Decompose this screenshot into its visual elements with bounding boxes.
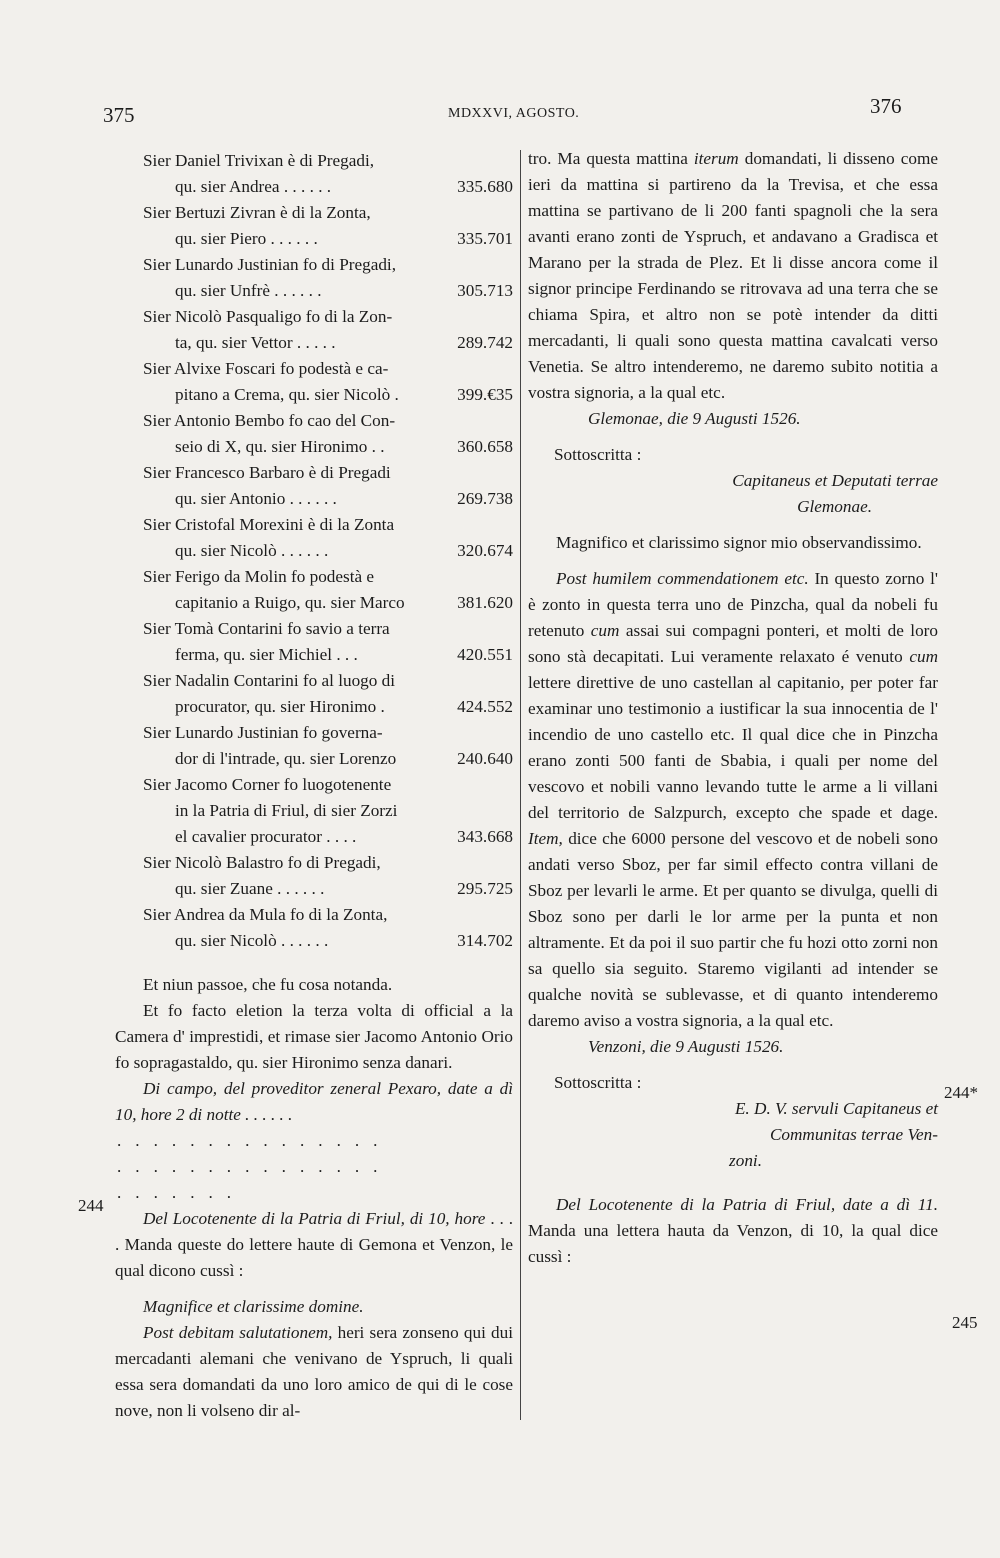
- iterum-word: iterum: [693, 149, 739, 168]
- entry-name-line: Sier Nicolò Pasqualigo fo di la Zon-: [143, 307, 393, 326]
- vote-entry: [115, 564, 513, 616]
- entry-name-line: Sier Alvixe Foscari fo podestà e ca-: [143, 359, 389, 378]
- sottoscritta-1: Sottoscritta :: [554, 445, 642, 464]
- entry-detail-line: [115, 538, 513, 564]
- left-column: [115, 148, 513, 1424]
- entry-detail-line: [115, 590, 513, 616]
- entry-detail-line: [115, 382, 513, 408]
- vote-entry: [115, 668, 513, 720]
- entry-detail-line: [115, 642, 513, 668]
- entry-detail-text: qu. sier Andrea . . . . . .: [175, 177, 332, 196]
- entry-vote-count: 343.668: [457, 827, 513, 846]
- entry-name-line-2: [115, 798, 513, 824]
- vote-entry: [115, 252, 513, 304]
- vote-entry: [115, 720, 513, 772]
- paragraph-niun: Et niun passoe, che fu cosa notanda.: [143, 975, 393, 994]
- entry-vote-count: 335.680: [457, 177, 513, 196]
- page-number-right: 376: [870, 94, 902, 118]
- entry-detail-line: [115, 226, 513, 252]
- date-venzoni: Venzoni, die 9 Augusti 1526.: [588, 1037, 784, 1056]
- entry-name-line: Sier Bertuzi Zivran è di la Zonta,: [143, 203, 371, 222]
- paragraph-locotenente: [115, 1206, 513, 1284]
- entry-name-line: Sier Cristofal Morexini è di la Zonta: [143, 515, 395, 534]
- entry-detail-text: qu. sier Zuane . . . . . .: [175, 879, 325, 898]
- entry-detail-line: [115, 876, 513, 902]
- signature-2b: Communitas terrae Ven-: [769, 1125, 938, 1144]
- entry-name-line: Sier Ferigo da Molin fo podestà e: [143, 567, 375, 586]
- entry-vote-count: 240.640: [457, 749, 513, 768]
- entry-vote-count: 360.658: [457, 437, 513, 456]
- entry-detail-line: [115, 486, 513, 512]
- entry-vote-count: 269.738: [457, 489, 513, 508]
- continuation-text-a: tro. Ma questa mattina: [528, 149, 694, 168]
- entry-vote-count: 314.702: [457, 931, 513, 950]
- post-humilem-text-a: In questo zorno l' è zonto in questa terra uno de Pinzcha, qual da nobeli fu retenuto: [528, 569, 938, 640]
- vote-entry: [115, 148, 513, 200]
- entry-detail-text: pitano a Crema, qu. sier Nicolò .: [175, 385, 399, 404]
- continuation-text-b: domandati, li disseno come ieri da mattina si partireno da la Trevisa, et che essa mattina se partivano de li 200 fanti spagnoli che la sera avanti erano zonti de Yspruch, et andavano a Gradisca et Marano per la strada de Plez. Et li disse ancora come il signor principe Ferdinando se ritrovava ad una terra che se chiama Spira, et altro non se potè intender da ditti mercadanti, li quali sono questa mattina cavalcati verso Venetia. Se altro intenderemo, ne daremo subito notitia a vostra signoria, a la qual etc.: [528, 149, 938, 402]
- date-glemonae: Glemonae, die 9 Augusti 1526.: [588, 409, 801, 428]
- entry-detail-text: qu. sier Nicolò . . . . . .: [175, 541, 329, 560]
- paragraph-campo: Di campo, del proveditor zeneral Pexaro, date a dì 10, hore 2 di notte . . . . . .: [115, 1079, 513, 1124]
- ellipsis-line-1: ...............: [117, 1131, 392, 1150]
- entry-vote-count: 424.552: [457, 697, 513, 716]
- entry-vote-count: 305.713: [457, 281, 513, 300]
- post-humilem-text-b: assai sui compagni ponteri, et molti de loro sono stà decapitati. Lui veramente relaxato é venuto: [528, 621, 938, 666]
- salutation-heading: Magnifice et clarissime domine.: [143, 1297, 364, 1316]
- locotenente-heading: Del Locotenente di la Patria di Friul, di 10, hore: [143, 1209, 486, 1228]
- post-humilem-text-c: lettere direttive de uno castellan al capitanio, per poter far examinar uno testimonio a iustificar la sua innocentia de l' incendio de uno castello etc. Il qual dice che in Pinzcha erano zonti 500 fanti de Sbabia, i quali per nome del vescovo et nobili vanno levando tutte le arme a li villani del territorio de Salzpurch, excepto che spade et dage.: [528, 673, 938, 822]
- vote-entry: [115, 616, 513, 668]
- entry-detail-text: dor di l'intrade, qu. sier Lorenzo: [175, 749, 397, 768]
- page-number-left: 375: [103, 103, 135, 127]
- entry-vote-count: 320.674: [457, 541, 513, 560]
- locotenente-text: . . . . Manda queste do lettere haute di Gemona et Venzon, le qual dicono cussì :: [115, 1209, 514, 1280]
- entry-name-line: Sier Antonio Bembo fo cao del Con-: [143, 411, 396, 430]
- cum-word-2: cum: [909, 647, 938, 666]
- entry-name-line: Sier Daniel Trivixan è di Pregadi,: [143, 151, 375, 170]
- entry-name-line: Sier Tomà Contarini fo savio a terra: [143, 619, 390, 638]
- entry-detail-line: [115, 694, 513, 720]
- post-debitam-heading: Post debitam salutationem,: [143, 1323, 333, 1342]
- entry-detail-line: [115, 278, 513, 304]
- entry-detail-text: capitanio a Ruigo, qu. sier Marco: [175, 593, 405, 612]
- signature-1b: Glemonae.: [797, 497, 872, 516]
- salutation-magnifico: Magnifico et clarissimo signor mio observandissimo.: [556, 533, 922, 552]
- running-title: MDXXVI, AGOSTO.: [448, 106, 580, 121]
- entry-detail-text: qu. sier Antonio . . . . . .: [175, 489, 337, 508]
- entry-detail-line: [115, 434, 513, 460]
- item-word: Item,: [528, 829, 563, 848]
- entry-detail-line: [115, 746, 513, 772]
- margin-note-right-1: 244*: [944, 1083, 978, 1102]
- entry-vote-count: 289.742: [457, 333, 513, 352]
- ellipsis-line-3: .......: [117, 1183, 246, 1202]
- locotenente-11-text: Manda una lettera hauta da Venzon, di 10, la qual dice cussì :: [528, 1221, 938, 1266]
- entry-detail-line: [115, 928, 513, 954]
- vote-entry: [115, 902, 513, 954]
- vote-entry: [115, 772, 513, 850]
- entry-vote-count: 295.725: [457, 879, 513, 898]
- vote-entry: [115, 304, 513, 356]
- entry-detail-line: [115, 824, 513, 850]
- entry-vote-count: 420.551: [457, 645, 513, 664]
- entry-name-line-2-text: in la Patria di Friul, di sier Zorzi: [175, 801, 398, 820]
- entry-name-line: Sier Andrea da Mula fo di la Zonta,: [143, 905, 388, 924]
- entry-detail-text: seio di X, qu. sier Hironimo . .: [175, 437, 385, 456]
- vote-entry: [115, 512, 513, 564]
- paragraph-eletion: Et fo facto eletion la terza volta di official a la Camera d' imprestidi, et rimase sier Jacomo Antonio Orio fo sopragastaldo, qu. sier Hironimo senza danari.: [115, 1001, 513, 1072]
- entry-vote-count: 381.620: [457, 593, 513, 612]
- margin-note-right-2: 245: [952, 1313, 978, 1332]
- entry-name-line: Sier Jacomo Corner fo luogotenente: [143, 775, 392, 794]
- entry-name-line: Sier Francesco Barbaro è di Pregadi: [143, 463, 391, 482]
- signature-2a: E. D. V. servuli Capitaneus et: [734, 1099, 938, 1118]
- entry-vote-count: 335.701: [457, 229, 513, 248]
- entry-detail-text: el cavalier procurator . . . .: [175, 827, 357, 846]
- right-column: [528, 146, 938, 1270]
- post-humilem-text-d: dice che 6000 persone del vescovo et de nobeli sono andati verso Sboz, per far simil effecto contra villani de Sboz per levarli le arme. Et per quanto se divulga, quelli di Sboz sono per darli le lor arme per la punta et non altramente. Et da poi il suo partir che fu hozi otto zorni non sa quello sia seguito. Staremo vigilanti ad intender se qualche novità se sublevasse, et di quanto intenderemo daremo aviso a vostra signoria, a la qual etc.: [528, 829, 938, 1030]
- vote-entry: [115, 356, 513, 408]
- entry-detail-line: [115, 330, 513, 356]
- vote-entry: [115, 850, 513, 902]
- sottoscritta-2: Sottoscritta :: [554, 1073, 642, 1092]
- locotenente-11-heading: Del Locotenente di la Patria di Friul, date a dì 11.: [556, 1195, 938, 1214]
- vote-list: [115, 148, 513, 954]
- signature-2c: zoni.: [729, 1151, 762, 1170]
- entry-detail-text: ta, qu. sier Vettor . . . . .: [175, 333, 336, 352]
- entry-detail-line: [115, 174, 513, 200]
- post-humilem-heading: Post humilem commendationem etc.: [556, 569, 809, 588]
- entry-detail-text: qu. sier Unfrè . . . . . .: [175, 281, 322, 300]
- entry-detail-text: procurator, qu. sier Hironimo .: [175, 697, 385, 716]
- ellipsis-line-2: ...............: [117, 1157, 392, 1176]
- paragraph-continuation: [528, 146, 938, 406]
- entry-name-line: Sier Nadalin Contarini fo al luogo di: [143, 671, 396, 690]
- vote-entry: [115, 460, 513, 512]
- margin-note-left: 244: [78, 1196, 104, 1215]
- cum-word-1: cum: [590, 621, 620, 640]
- entry-detail-text: ferma, qu. sier Michiel . . .: [175, 645, 358, 664]
- paragraph-post-debitam: [115, 1320, 513, 1424]
- entry-name-line: Sier Lunardo Justinian fo di Pregadi,: [143, 255, 396, 274]
- entry-vote-count: 399.€35: [457, 385, 513, 404]
- entry-name-line: Sier Lunardo Justinian fo governa-: [143, 723, 383, 742]
- signature-1a: Capitaneus et Deputati terrae: [732, 471, 938, 490]
- entry-name-line: Sier Nicolò Balastro fo di Pregadi,: [143, 853, 381, 872]
- paragraph-locotenente-11: [528, 1192, 938, 1270]
- entry-detail-text: qu. sier Piero . . . . . .: [175, 229, 318, 248]
- vote-entry: [115, 200, 513, 252]
- paragraph-post-humilem: [528, 566, 938, 1034]
- entry-detail-text: qu. sier Nicolò . . . . . .: [175, 931, 329, 950]
- post-debitam-text: heri sera zonseno qui dui mercadanti alemani che venivano de Yspruch, li quali essa sera domandati da uno loro amico de qui di le cose nove, non li volseno dir al-: [115, 1323, 514, 1420]
- vote-entry: [115, 408, 513, 460]
- column-divider: [520, 150, 521, 1420]
